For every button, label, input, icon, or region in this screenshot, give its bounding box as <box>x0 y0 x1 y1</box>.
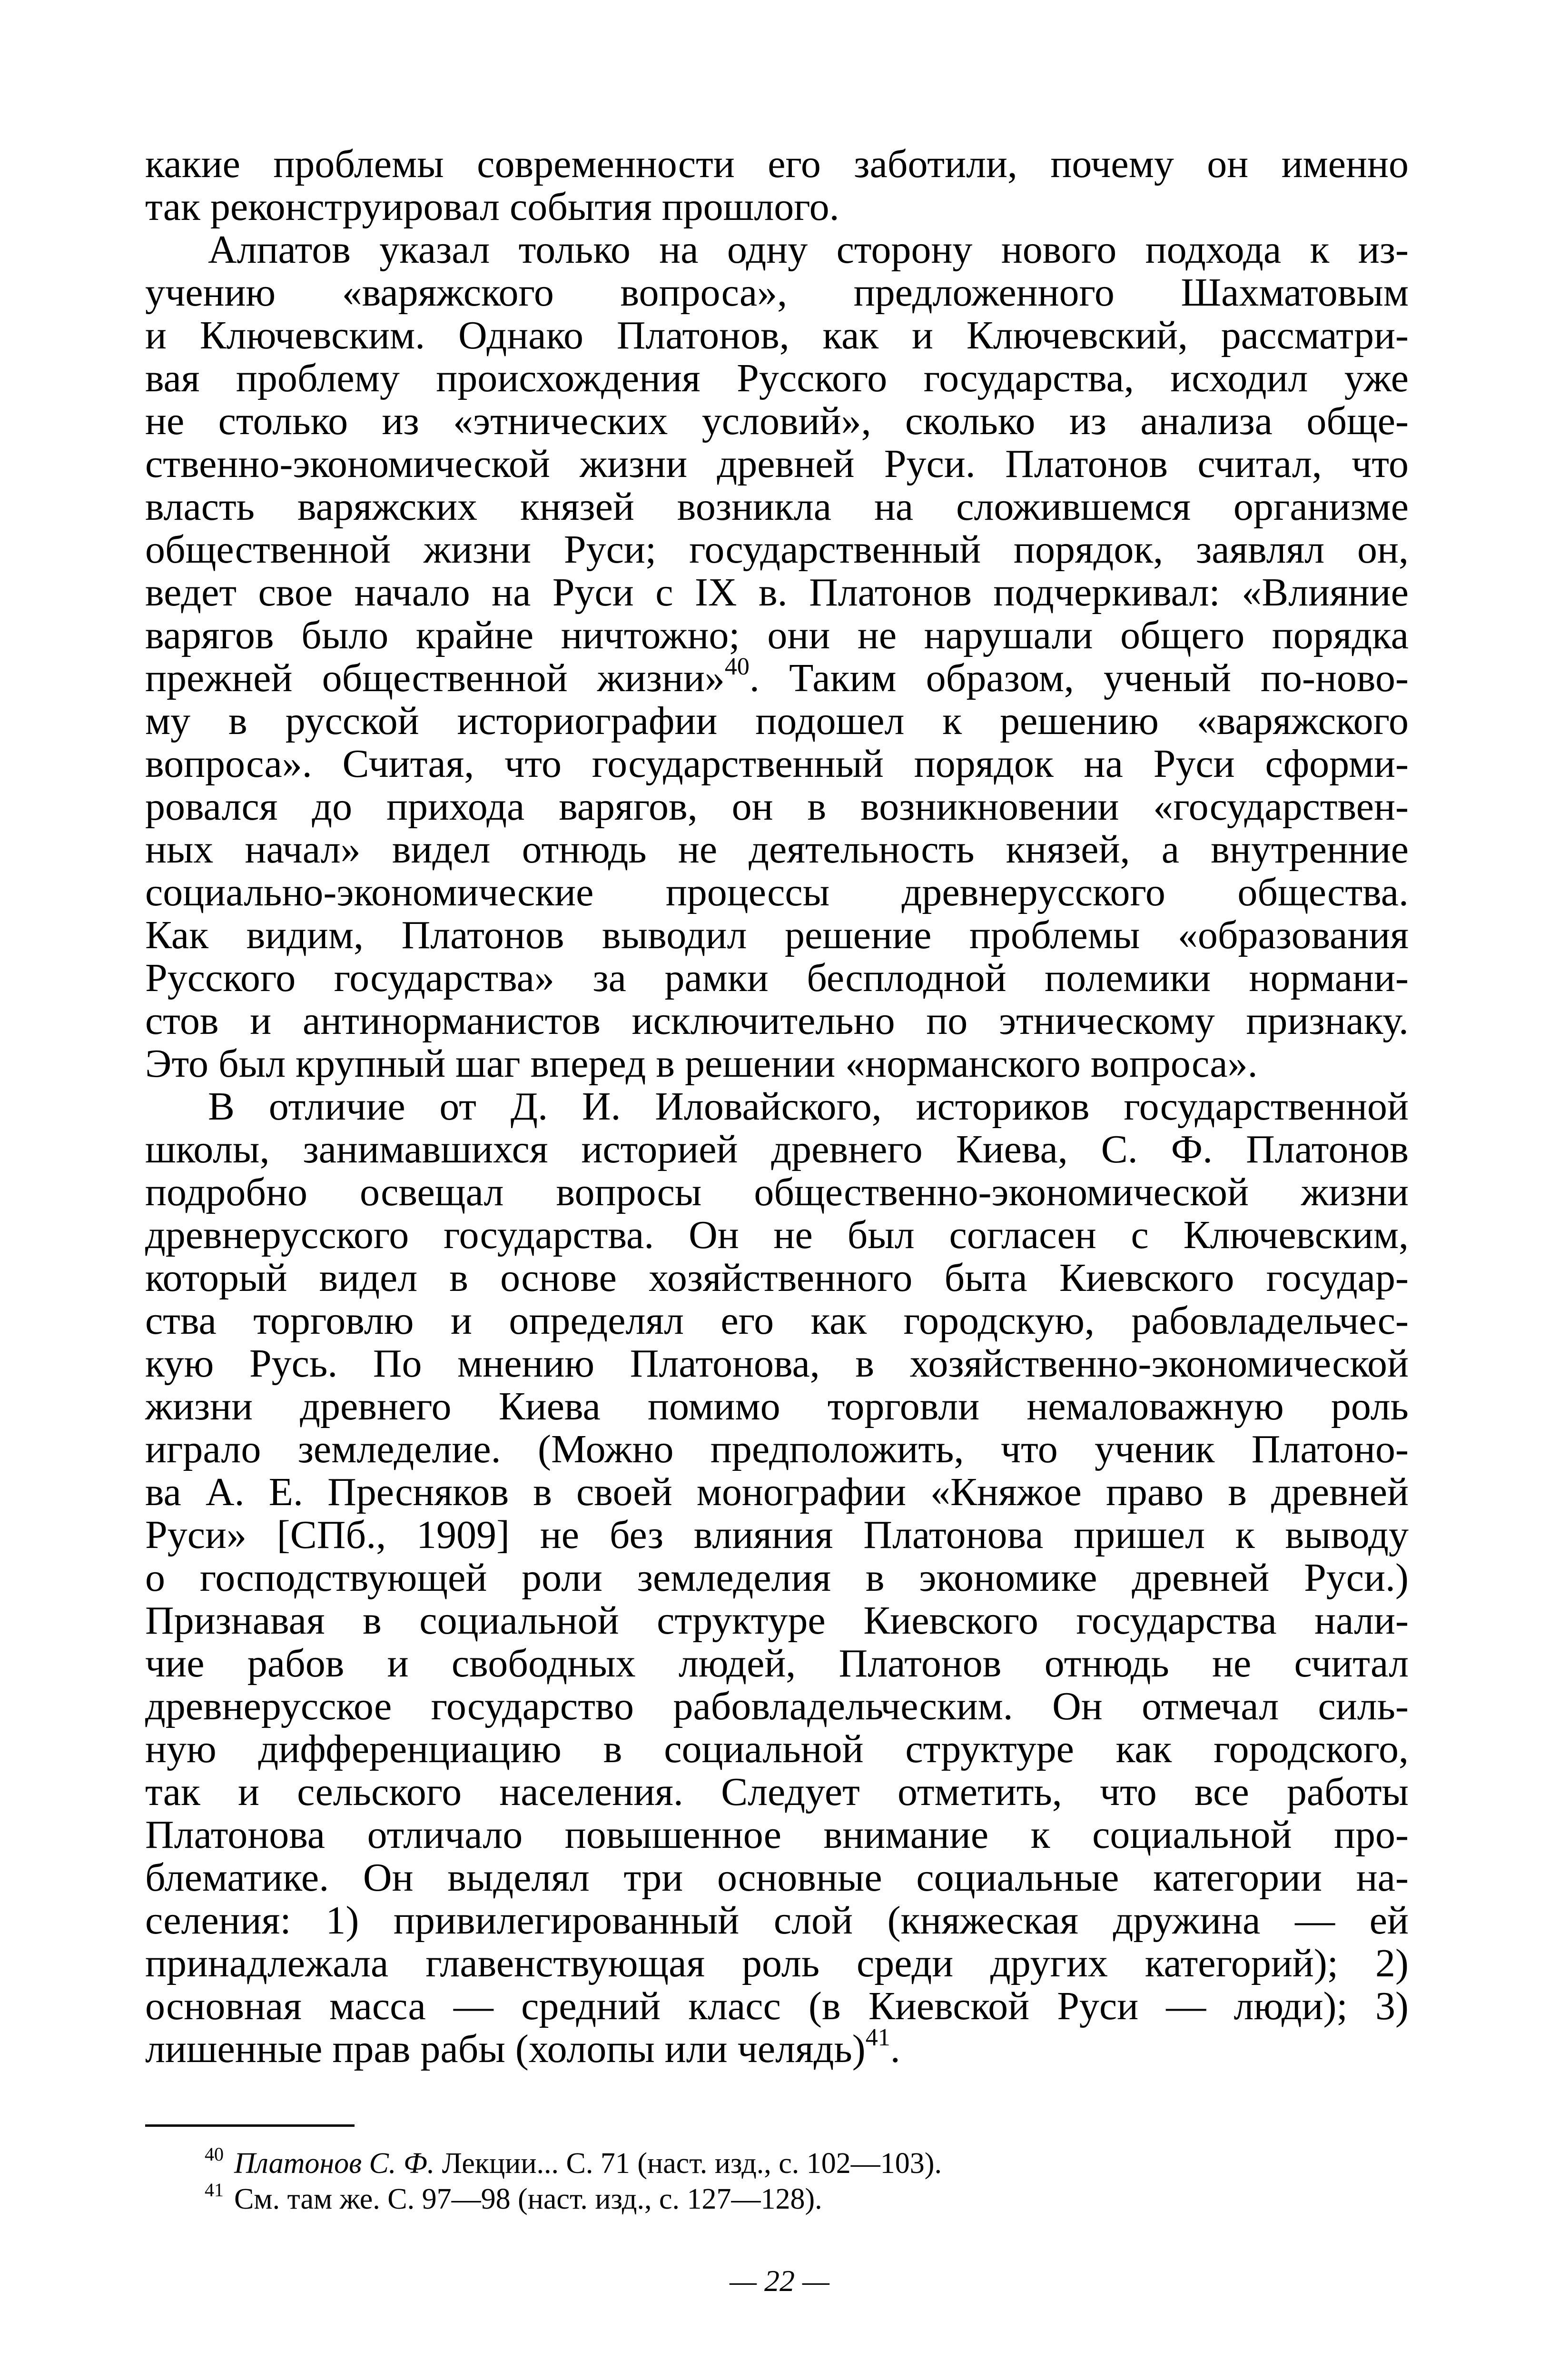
text-line <box>145 2024 1409 2071</box>
text-line-content: чие рабов и свободных людей, Платонов отнюдь не считал <box>145 1641 1409 1686</box>
footnote-reference: 41 <box>865 2024 890 2051</box>
text-line <box>145 1428 1409 1471</box>
text-line-content: Признавая в социальной структуре Киевского государства нали- <box>145 1598 1409 1643</box>
text-line <box>145 1128 1409 1171</box>
footnote-text: См. там же. С. 97—98 (наст. изд., с. 127—128). <box>234 2183 822 2215</box>
text-line <box>145 1985 1409 2028</box>
text-line-content: Платонова отличало повышенное внимание к социальной про- <box>145 1813 1409 1857</box>
text-line <box>145 228 1409 271</box>
text-line <box>145 1085 1409 1128</box>
text-line-content: прежней общественной жизни» <box>145 656 725 700</box>
text-line <box>145 1771 1409 1814</box>
text-line-content: му в русской историографии подошел к решению «варяжского <box>145 699 1409 743</box>
text-line-content: Русского государства» за рамки бесплодной полемики нормани- <box>145 956 1409 1000</box>
text-line-content: ведет свое начало на Руси с IX в. Платонов подчеркивал: «Влияние <box>145 570 1409 615</box>
text-line-content: ственно-экономической жизни древней Руси. Платонов считал, что <box>145 442 1409 486</box>
text-line <box>145 443 1409 486</box>
text-line <box>145 785 1409 828</box>
text-line <box>145 186 1409 228</box>
text-line-content: который видел в основе хозяйственного быта Киевского государ- <box>145 1256 1409 1300</box>
text-line-content: древнерусского государства. Он не был согласен с Ключевским, <box>145 1213 1409 1257</box>
text-line-content: ства торговлю и определял его как городскую, рабовладельчес- <box>145 1299 1409 1343</box>
text-line-content: кую Русь. По мнению Платонова, в хозяйственно-экономической <box>145 1341 1409 1386</box>
text-line-content: Это был крупный шаг вперед в решении «норманского вопроса». <box>145 1041 1258 1086</box>
text-line-content: варягов было крайне ничтожно; они не нарушали общего порядка <box>145 613 1409 657</box>
text-line-content: не столько из «этнических условий», сколько из анализа обще- <box>145 399 1409 443</box>
text-line <box>145 1599 1409 1642</box>
text-line-continuation: . Таким образом, ученый по-ново- <box>749 656 1409 700</box>
text-line <box>145 1814 1409 1856</box>
text-line-content: играло земледелие. (Можно предположить, что ученик Платоно- <box>145 1427 1409 1471</box>
text-line <box>145 1299 1409 1342</box>
text-line-content: древнерусское государство рабовладельческим. Он отмечал силь- <box>145 1684 1409 1728</box>
text-line-content: Руси» [СПб., 1909] не без влияния Платонова пришел к выводу <box>145 1513 1409 1557</box>
text-line-content: лишенные прав рабы (холопы или челядь) <box>145 2027 866 2071</box>
text-line-content: социально-экономические процессы древнерусского общества. <box>145 870 1409 914</box>
text-line <box>145 271 1409 314</box>
text-line <box>145 1514 1409 1557</box>
text-line <box>145 914 1409 957</box>
footnote-number: 41 <box>205 2179 224 2201</box>
text-line <box>145 528 1409 571</box>
page-number: — 22 — <box>730 2264 829 2298</box>
text-line <box>145 1685 1409 1728</box>
text-line-content: селения: 1) привилегированный слой (княжеская дружина — ей <box>145 1898 1409 1943</box>
text-line-content: какие проблемы современности его заботили, почему он именно <box>145 142 1409 186</box>
text-line <box>145 1557 1409 1599</box>
text-line-content: принадлежала главенствующая роль среди других категорий); 2) <box>145 1941 1409 1985</box>
text-line-content: основная масса — средний класс (в Киевской Руси — люди); 3) <box>145 1984 1409 2028</box>
text-line-content: вая проблему происхождения Русского государства, исходил уже <box>145 356 1409 400</box>
text-line-content: и Ключевским. Однако Платонов, как и Ключевский, рассматри- <box>145 313 1409 357</box>
text-line-content: школы, занимавшихся историей древнего Киева, С. Ф. Платонов <box>145 1127 1409 1171</box>
footnote-40 <box>205 2143 942 2180</box>
footnote-number: 40 <box>205 2143 224 2165</box>
text-line-content: общественной жизни Руси; государственный порядок, заявлял он, <box>145 527 1409 572</box>
text-line <box>145 314 1409 357</box>
text-line-content: так реконструировал события прошлого. <box>145 185 839 229</box>
text-line <box>145 1942 1409 1985</box>
text-line <box>145 871 1409 914</box>
text-line <box>145 1856 1409 1899</box>
text-line-content: Алпатов указал только на одну сторону нового подхода к из- <box>208 228 1409 272</box>
text-line <box>145 743 1409 785</box>
text-line-content: учению «варяжского вопроса», предложенного Шахматовым <box>145 270 1409 315</box>
text-line <box>145 1385 1409 1428</box>
text-line-content: вопроса». Считая, что государственный порядок на Руси сформи- <box>145 742 1409 786</box>
text-line-content: ва А. Е. Пресняков в своей монографии «Княжое право в древней <box>145 1470 1409 1514</box>
text-line <box>145 1728 1409 1771</box>
text-line-content: ровался до прихода варягов, он в возникновении «государствен- <box>145 784 1409 829</box>
text-line-content: ных начал» видел отнюдь не деятельность князей, а внутренние <box>145 827 1409 872</box>
footnote-author: Платонов С. Ф. <box>234 2147 435 2180</box>
text-line <box>145 357 1409 400</box>
text-line <box>145 1000 1409 1042</box>
footnote-text: Лекции... С. 71 (наст. изд., с. 102—103). <box>434 2147 942 2180</box>
text-line <box>145 400 1409 443</box>
text-line-content: В отличие от Д. И. Иловайского, историков государственной <box>208 1084 1409 1129</box>
text-line-content: подробно освещал вопросы общественно-экономической жизни <box>145 1170 1409 1214</box>
text-line-content: жизни древнего Киева помимо торговли немаловажную роль <box>145 1384 1409 1428</box>
text-line-content: Как видим, Платонов выводил решение проблемы «образования <box>145 913 1409 957</box>
text-line <box>145 1342 1409 1385</box>
text-line <box>145 957 1409 1000</box>
text-line <box>145 1042 1409 1085</box>
footnote-separator <box>145 2124 355 2127</box>
text-line <box>145 1899 1409 1942</box>
text-line <box>145 1471 1409 1514</box>
text-line-content: стов и антинорманистов исключительно по этническому признаку. <box>145 999 1409 1043</box>
text-line <box>145 1171 1409 1214</box>
text-line-content: так и сельского населения. Следует отметить, что все работы <box>145 1770 1409 1814</box>
text-line-content: о господствующей роли земледелия в экономике древней Руси.) <box>145 1556 1409 1600</box>
text-line <box>145 1257 1409 1299</box>
text-line <box>145 143 1409 186</box>
text-line <box>145 700 1409 743</box>
text-line-content: блематике. Он выделял три основные социальные категории на- <box>145 1855 1409 1900</box>
footnote-41 <box>205 2179 822 2216</box>
text-line <box>145 614 1409 657</box>
text-line-content: власть варяжских князей возникла на сложившемся организме <box>145 485 1409 529</box>
main-text <box>145 143 1409 2071</box>
text-line <box>145 828 1409 871</box>
text-line <box>145 653 1409 700</box>
text-line-content: ную дифференциацию в социальной структуре как городского, <box>145 1727 1409 1771</box>
text-line <box>145 1214 1409 1257</box>
footnote-reference: 40 <box>724 653 750 680</box>
text-line <box>145 1642 1409 1685</box>
text-line-continuation: . <box>890 2027 900 2071</box>
text-line <box>145 486 1409 528</box>
text-line <box>145 571 1409 614</box>
